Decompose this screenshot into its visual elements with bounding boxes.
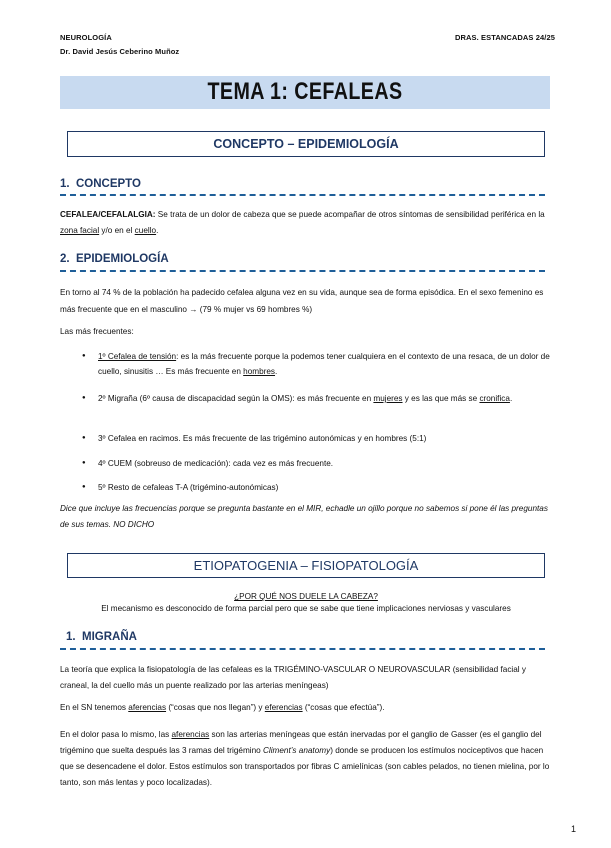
frequency-list bbox=[82, 391, 552, 406]
section-label: CONCEPTO bbox=[75, 178, 141, 190]
underlined-text: eferencias bbox=[264, 703, 303, 712]
text: (“cosas que nos llegan”) y bbox=[166, 703, 265, 712]
frequency-list bbox=[82, 480, 552, 495]
page-number: 1 bbox=[570, 824, 576, 834]
frequency-list bbox=[82, 349, 552, 379]
text: En el SN tenemos bbox=[60, 703, 129, 712]
title-bar bbox=[60, 76, 550, 109]
underlined-text: cronifica bbox=[479, 394, 510, 403]
dashed-divider bbox=[60, 270, 545, 272]
frequency-list bbox=[82, 456, 552, 471]
text: 2º Migraña (6º causa de discapacidad según la OMS): es más frecuente en bbox=[98, 394, 374, 403]
header-author: Dr. David Jesús Ceberino Muñoz bbox=[60, 47, 180, 56]
migrana-paragraph-2 bbox=[60, 700, 552, 716]
section-heading-concepto bbox=[60, 178, 141, 190]
epidemiologia-lead: Las más frecuentes: bbox=[60, 327, 134, 336]
section-heading-migrana bbox=[66, 631, 137, 643]
list-item: ● 5º Resto de cefaleas T-A (trigémino-autonómicas) bbox=[82, 480, 552, 495]
text: : es la más frecuente porque la podemos tener cualquiera en el contexto de una resaca, de un dolor de cuello, sinusitis … Es más frecuente en bbox=[98, 352, 550, 376]
header-right: DRAS. ESTANCADAS 24/25 bbox=[454, 33, 555, 42]
header-subject: NEUROLOGÍA bbox=[60, 33, 112, 42]
text: . bbox=[509, 394, 513, 403]
section-number: 1. bbox=[60, 178, 70, 190]
underlined-text: 1º Cefalea de tensión bbox=[98, 352, 177, 361]
text: En el dolor pasa lo mismo, las bbox=[60, 730, 172, 739]
frequency-list bbox=[82, 431, 552, 446]
underlined-text: aferencias bbox=[128, 703, 167, 712]
text: Se trata de un dolor de cabeza que se puede acompañar de otros síntomas de sensibilidad periférica en la bbox=[155, 210, 545, 219]
concepto-paragraph bbox=[60, 207, 552, 239]
list-item: ● 3º Cefalea en racimos. Es más frecuente de las trigémino autonómicas y en hombres (5:1) bbox=[82, 431, 552, 446]
underlined-text: aferencias bbox=[171, 730, 210, 739]
list-item bbox=[82, 391, 552, 406]
list-item: ● 4º CUEM (sobreuso de medicación): cada vez es más frecuente. bbox=[82, 456, 552, 471]
section-number: 2. bbox=[60, 253, 70, 265]
section-heading-epidemiologia bbox=[60, 253, 169, 265]
why-question: ¿POR QUÉ NOS DUELE LA CABEZA? bbox=[234, 592, 378, 601]
section-box-etiopatogenia: ETIOPATOGENIA – FISIOPATOLOGÍA bbox=[67, 553, 545, 578]
text: y es las que más se bbox=[402, 394, 480, 403]
section-box-concepto-epidemiologia: CONCEPTO – EPIDEMIOLOGÍA bbox=[67, 131, 545, 157]
text: . bbox=[156, 226, 159, 235]
text: (“cosas que efectúa”). bbox=[302, 703, 385, 712]
migrana-paragraph-1: La teoría que explica la fisiopatología de las cefaleas es la TRIGÉMINO-VASCULAR O NEUROVASCULAR (sensibilidad facial y craneal, la del cuello más un puente realizado por las arterias meníngeas) bbox=[60, 665, 526, 690]
underlined-text: cuello bbox=[134, 226, 157, 235]
migrana-paragraph-3 bbox=[60, 727, 552, 791]
italic-text: Climent’s anatomy bbox=[262, 746, 331, 755]
why-answer: El mecanismo es desconocido de forma parcial pero que se sabe que tiene implicaciones nerviosas y vasculares bbox=[101, 604, 511, 613]
underlined-text: hombres bbox=[243, 367, 276, 376]
text: son las arterias meníngeas que están inervadas por el ganglio de Gasser (es el ganglio del trigémino que suelta después las 3 ramas del trigémino bbox=[60, 730, 542, 755]
page-title: TEMA 1: CEFALEAS bbox=[207, 78, 403, 105]
list-item bbox=[82, 349, 552, 379]
section-number: 1. bbox=[66, 631, 76, 643]
underlined-text: mujeres bbox=[373, 394, 403, 403]
section-label: MIGRAÑA bbox=[81, 631, 137, 643]
section-label: EPIDEMIOLOGÍA bbox=[75, 253, 169, 265]
underlined-text: zona facial bbox=[60, 226, 100, 235]
epidemiologia-paragraph: En torno al 74 % de la población ha padecido cefalea alguna vez en su vida, aunque sea de forma episódica. En el sexo femenino es más frecuente que en el masculino → (79 % mujer vs 69 hombres %) bbox=[60, 288, 544, 314]
dashed-divider bbox=[60, 648, 545, 650]
dashed-divider bbox=[60, 194, 545, 196]
term-cefalea: CEFALEA/CEFALALGIA: bbox=[60, 210, 156, 219]
teacher-note: Dice que incluye las frecuencias porque se pregunta bastante en el MIR, echadle un ojillo porque no sabemos si pone él las preguntas de sus temas. NO DICHO bbox=[60, 504, 548, 529]
text: ) donde se producen los estímulos nociceptivos que hacen que se desencadene el dolor. Estos estímulos son transportados por fibras C amielínicas (son cables pelados, no tienen mielina, por lo tanto, son más lentas y poco localizadas). bbox=[60, 746, 550, 787]
text: y/o en el bbox=[99, 226, 135, 235]
text: . bbox=[275, 367, 278, 376]
